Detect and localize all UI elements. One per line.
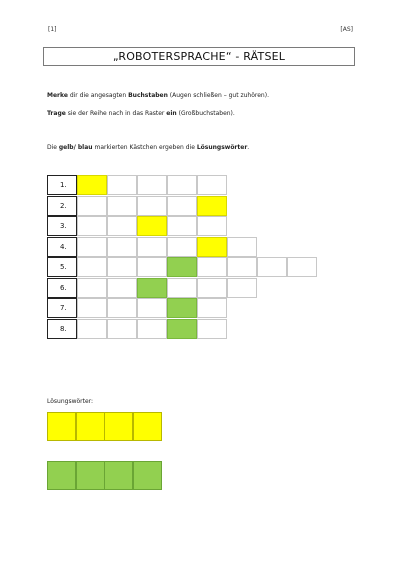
letter-cell-green[interactable] <box>167 257 197 277</box>
letter-cell[interactable] <box>107 319 137 339</box>
letter-cell[interactable] <box>137 237 167 257</box>
letter-cell[interactable] <box>167 278 197 298</box>
letter-cell-green[interactable] <box>137 278 167 298</box>
letter-cell-yellow[interactable] <box>197 237 227 257</box>
row-number-cell: 7. <box>47 298 77 318</box>
letter-cell[interactable] <box>167 237 197 257</box>
letter-cell[interactable] <box>137 257 167 277</box>
row-number-cell: 8. <box>47 319 77 339</box>
letter-cell[interactable] <box>107 257 137 277</box>
letter-cell[interactable] <box>107 196 137 216</box>
solution-box-yellow[interactable] <box>76 412 105 441</box>
row-number-cell: 6. <box>47 278 77 298</box>
letter-cell[interactable] <box>197 278 227 298</box>
solution-box-yellow[interactable] <box>133 412 162 441</box>
letter-cell[interactable] <box>77 237 107 257</box>
row-number-cell: 2. <box>47 196 77 216</box>
letter-cell-green[interactable] <box>167 319 197 339</box>
letter-cell[interactable] <box>107 175 137 195</box>
letter-cell[interactable] <box>107 278 137 298</box>
letter-cell[interactable] <box>167 216 197 236</box>
letter-cell-yellow[interactable] <box>77 175 107 195</box>
letter-cell[interactable] <box>197 216 227 236</box>
solution-box-green[interactable] <box>47 461 76 490</box>
letter-cell[interactable] <box>77 196 107 216</box>
letter-cell[interactable] <box>167 196 197 216</box>
solution-box-green[interactable] <box>104 461 133 490</box>
letter-cell[interactable] <box>197 175 227 195</box>
solution-label: Lösungswörter: <box>47 398 94 405</box>
letter-cell[interactable] <box>77 298 107 318</box>
instruction-line-2: Trage sie der Reihe nach in das Raster ein (Großbuchstaben). <box>47 110 235 117</box>
row-number-cell: 5. <box>47 257 77 277</box>
letter-cell-green[interactable] <box>167 298 197 318</box>
letter-cell[interactable] <box>287 257 317 277</box>
solution-box-yellow[interactable] <box>104 412 133 441</box>
letter-cell-yellow[interactable] <box>197 196 227 216</box>
header-left-tag: [1] <box>48 26 57 33</box>
header-right-tag: [AS] <box>340 26 353 33</box>
letter-cell-yellow[interactable] <box>137 216 167 236</box>
letter-cell[interactable] <box>197 298 227 318</box>
letter-cell[interactable] <box>227 278 257 298</box>
worksheet-title: „ROBOTERSPRACHE“ - RÄTSEL <box>43 47 355 66</box>
letter-cell[interactable] <box>197 319 227 339</box>
solution-box-green[interactable] <box>76 461 105 490</box>
letter-cell[interactable] <box>77 319 107 339</box>
row-number-cell: 1. <box>47 175 77 195</box>
letter-cell[interactable] <box>77 216 107 236</box>
instruction-line-3: Die gelb/ blau markierten Kästchen ergeben die Lösungswörter. <box>47 144 250 151</box>
letter-cell[interactable] <box>137 196 167 216</box>
letter-cell[interactable] <box>107 216 137 236</box>
row-number-cell: 4. <box>47 237 77 257</box>
letter-cell[interactable] <box>227 257 257 277</box>
letter-cell[interactable] <box>227 237 257 257</box>
solution-box-yellow[interactable] <box>47 412 76 441</box>
letter-cell[interactable] <box>137 319 167 339</box>
letter-cell[interactable] <box>77 278 107 298</box>
letter-cell[interactable] <box>77 257 107 277</box>
letter-cell[interactable] <box>107 237 137 257</box>
letter-cell[interactable] <box>137 298 167 318</box>
letter-cell[interactable] <box>257 257 287 277</box>
letter-cell[interactable] <box>197 257 227 277</box>
letter-cell[interactable] <box>137 175 167 195</box>
instruction-line-1: Merke dir die angesagten Buchstaben (Augen schließen – gut zuhören). <box>47 92 269 99</box>
solution-box-green[interactable] <box>133 461 162 490</box>
letter-cell[interactable] <box>167 175 197 195</box>
letter-cell[interactable] <box>107 298 137 318</box>
row-number-cell: 3. <box>47 216 77 236</box>
